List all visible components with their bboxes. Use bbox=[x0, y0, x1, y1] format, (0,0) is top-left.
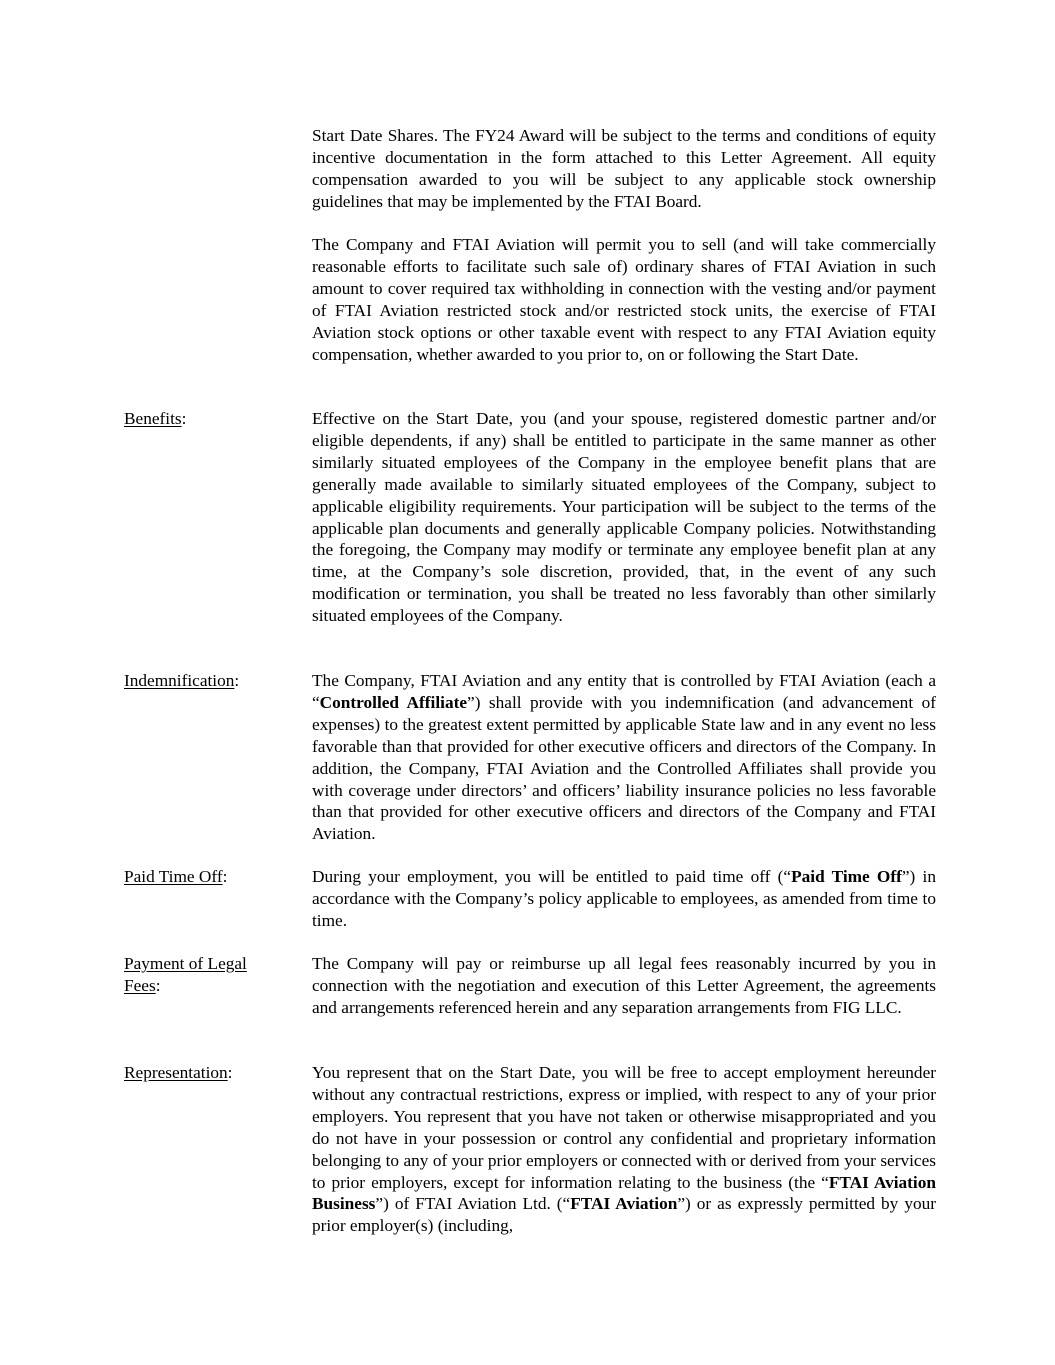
section-text-indemnification bbox=[312, 670, 936, 845]
section-text-pto bbox=[312, 866, 936, 932]
legal-fees-label-line1: Payment of Legal bbox=[124, 954, 247, 973]
section-label-indemnification: Indemnification: bbox=[124, 671, 240, 690]
defined-term-ftai-aviation: FTAI Aviation bbox=[570, 1194, 678, 1214]
section-text-legal-fees: The Company will pay or reimburse up all legal fees reasonably incurred by you in connection with the negotiation and execution of this Letter Agreement, the agreements and arrangements referenced herein and any separation arrangements from FIG LLC. bbox=[312, 954, 936, 1017]
paragraph-start-date-shares: Start Date Shares. The FY24 Award will be subject to the terms and conditions of equity incentive documentation in the form attached to this Letter Agreement. All equity compensation awarded to you will be subject to any applicable stock ownership guidelines that may be implemented by the FTAI Board. bbox=[312, 126, 936, 211]
representation-text-part: ”) of FTAI Aviation Ltd. (“ bbox=[375, 1194, 571, 1214]
representation-text-part: You represent that on the Start Date, you will be free to accept employment hereunder without any contractual restrictions, express or implied, with respect to any of your prior employers. You represent that you have not taken or otherwise misappropriated and you do not have in your possession or control any confidential and proprietary information belonging to any of your prior employers or connected with or derived from your services to prior employers, except for information relating to the business (the “ bbox=[312, 1063, 936, 1192]
legal-fees-label-line2: Fees bbox=[124, 975, 156, 995]
pto-label-text: Paid Time Off bbox=[124, 867, 223, 886]
defined-term-paid-time-off: Paid Time Off bbox=[791, 867, 902, 886]
section-label-benefits: Benefits: bbox=[124, 409, 187, 428]
defined-term-controlled-affiliate: Controlled Affiliate bbox=[319, 692, 468, 712]
pto-text-part: ”) in accordance with the Company’s policy applicable to employees, as amended from time to time. bbox=[312, 867, 936, 930]
section-text-benefits: Effective on the Start Date, you (and your spouse, registered domestic partner and/or eligible dependents, if any) shall be entitled to participate in the same manner as other similarly situated employees of the Company in the employee benefit plans that are generally made available to similarly situated employees of the Company, subject to applicable eligibility requirements. Your participation will be subject to the terms of the applicable plan documents and generally applicable Company policies. Notwithstanding the foregoing, the Company may modify or terminate any employee benefit plan at any time, at the Company’s sole discretion, provided, that, in the event of any such modification or termination, you shall be treated no less favorably than other similarly situated employees of the Company. bbox=[312, 409, 936, 626]
representation-text-part: ”) or as expressly permitted by your prior employer(s) (including, bbox=[312, 1194, 937, 1236]
section-label-representation: Representation: bbox=[124, 1063, 233, 1082]
representation-label-text: Representation bbox=[124, 1063, 228, 1082]
defined-term-ftai-aviation-business: FTAI Aviation Business bbox=[312, 1172, 936, 1214]
indemnification-text-part: ”) shall provide with you indemnification (and advancement of expenses) to the greatest extent permitted by applicable State law and in any event no less favorable than that provided for other executive officers and directors of the Company. In addition, the Company, FTAI Aviation and the Controlled Affiliates shall provide you with coverage under directors’ and officers’ liability insurance policies no less favorable than that provided for other executive officers and directors of the Company and FTAI Aviation. bbox=[312, 692, 936, 844]
section-label-legal-fees: Payment of Legal Fees: bbox=[124, 954, 247, 995]
section-label-pto: Paid Time Off: bbox=[124, 867, 228, 886]
section-text-representation bbox=[312, 1062, 936, 1237]
benefits-label-text: Benefits bbox=[124, 409, 182, 428]
indemnification-label-text: Indemnification bbox=[124, 671, 235, 690]
indemnification-text-part: The Company, FTAI Aviation and any entity that is controlled by FTAI Aviation (each a “ bbox=[312, 671, 936, 712]
pto-text-part: During your employment, you will be entitled to paid time off (“ bbox=[312, 867, 792, 886]
paragraph-share-sale: The Company and FTAI Aviation will permit you to sell (and will take commercially reasonable efforts to facilitate such sale of) ordinary shares of FTAI Aviation in such amount to cover required tax withholding in connection with the vesting and/or payment of FTAI Aviation restricted stock and/or restricted stock units, the exercise of FTAI Aviation stock options or other taxable event with respect to any FTAI Aviation equity compensation, whether awarded to you prior to, on or following the Start Date. bbox=[312, 235, 936, 364]
